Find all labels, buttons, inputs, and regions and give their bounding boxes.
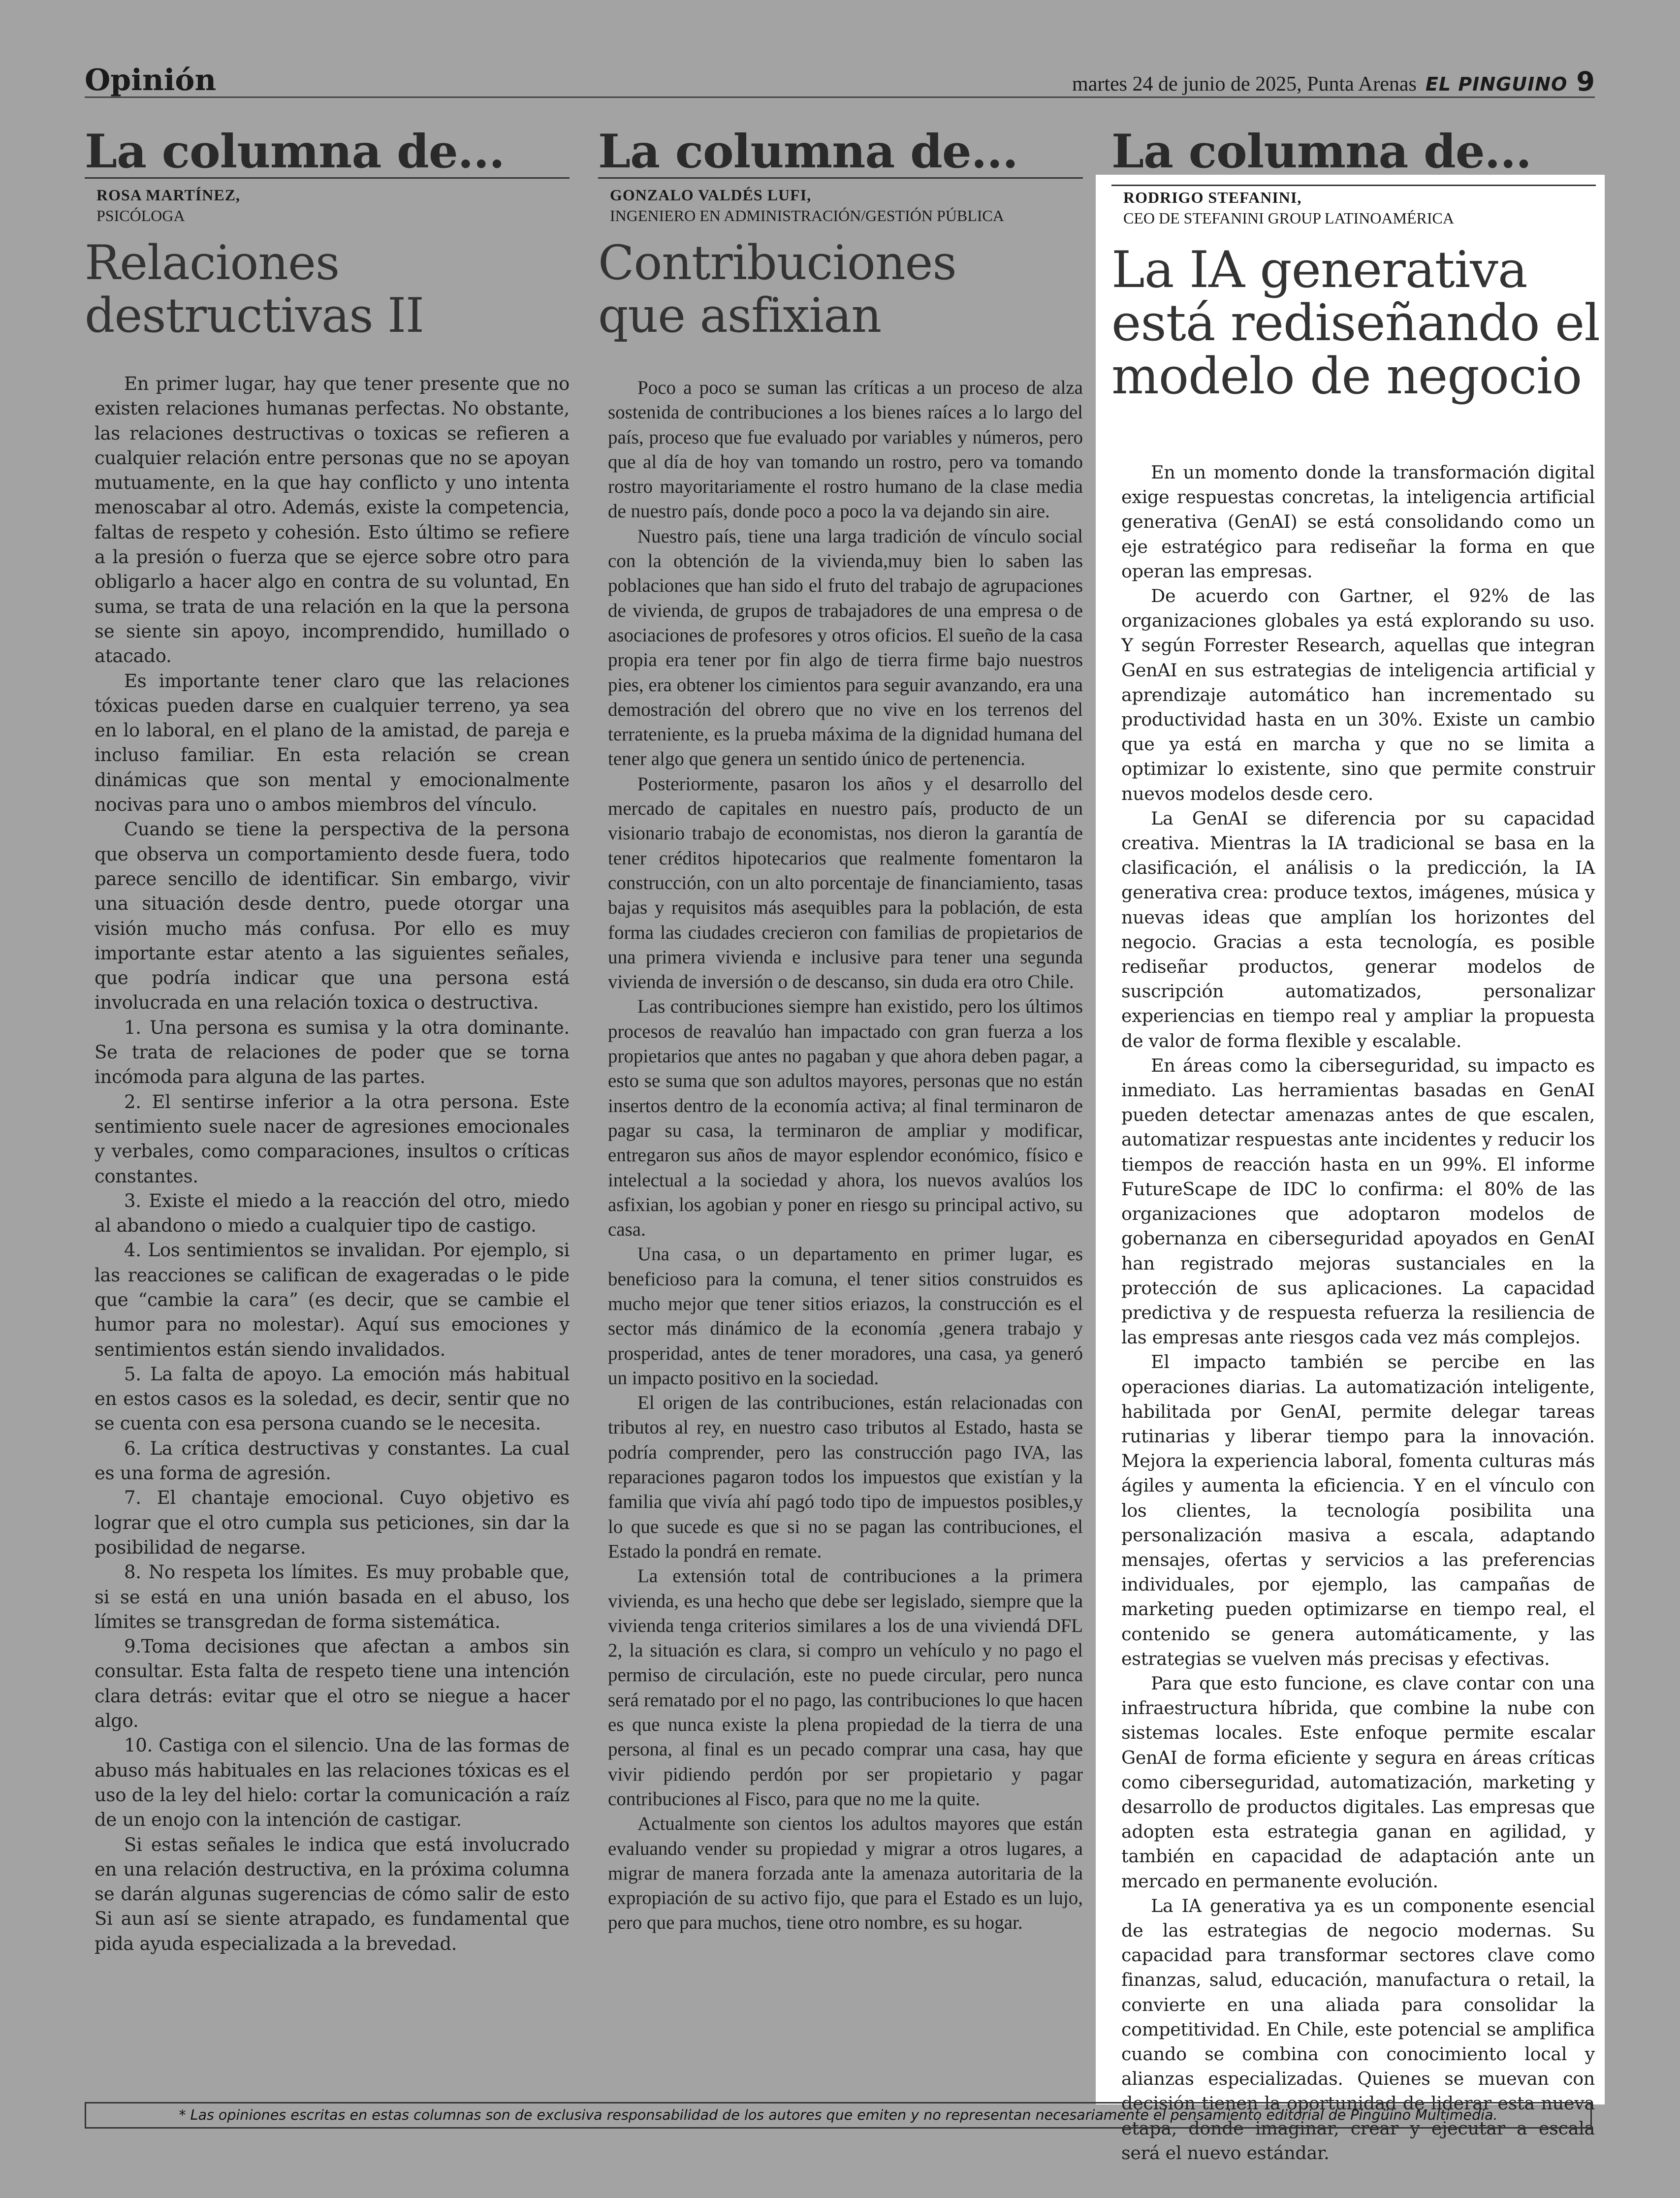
paragraph: Si estas señales le indica que está involucrado en una relación destructiva, en la próxima columna se darán algunas sugerencias de cómo salir de esto Si aun así se siente atrapado, es fundamental que pida ayuda especializada a la brevedad. <box>95 1834 570 1954</box>
opinion-column-1 <box>85 127 570 1956</box>
author-name: ROSA MARTÍNEZ, <box>96 186 241 204</box>
newspaper-brand: EL PINGUINO <box>1425 73 1568 95</box>
paragraph: 7. El chantaje emocional. Cuyo objetivo es lograr que el otro cumpla sus peticiones, sin dar la posibilidad de negarse. <box>95 1487 570 1558</box>
page-number: 9 <box>1576 66 1595 97</box>
paragraph: 10. Castiga con el silencio. Una de las formas de abuso más habituales en las relaciones tóxicas es el uso de la ley del hielo: cortar la comunicación a raíz de un enojo con la intención de castigar. <box>95 1735 570 1831</box>
article-body <box>598 376 1083 1936</box>
headline-line: destructivas II <box>85 288 424 343</box>
author-role: CEO DE STEFANINI GROUP LATINOAMÉRICA <box>1123 209 1454 227</box>
paragraph: En áreas como la ciberseguridad, su impacto es inmediato. Las herramientas basadas en GenAI pueden detectar amenazas antes de que escalen, automatizar respuestas ante incidentes y reducir los tiempos de reacción hasta en un 99%. El informe FutureScape de IDC lo confirma: el 80% de las organizaciones que adoptaron modelos de gobernanza en ciberseguridad apoyados en GenAI han registrado mejoras sustanciales en la protección de sus aplicaciones. La capacidad predictiva y de respuesta refuerza la resiliencia de las empresas ante riesgos cada vez más complejos. <box>1121 1054 1595 1348</box>
page-header <box>85 63 1595 98</box>
section-title: Opinión <box>85 63 217 97</box>
author-info <box>1123 187 1454 228</box>
author-role: PSICÓLOGA <box>96 207 185 224</box>
dateline <box>1072 66 1595 97</box>
paragraph: 6. La crítica destructivas y constantes. La cual es una forma de agresión. <box>95 1437 570 1484</box>
headline-line: Relaciones <box>85 235 340 290</box>
headline-line: que asfixian <box>598 288 882 343</box>
author-role: INGENIERO EN ADMINISTRACIÓN/GESTIÓN PÚBLICA <box>610 207 1004 224</box>
paragraph: Las contribuciones siempre han existido, pero los últimos procesos de reavalúo han impactado con gran fuerza a los propietarios que antes no pagaban y que ahora deben pagar, a esto se suma que son adultos mayores, personas que no están insertos dentro de la economía activa; al final terminaron de pagar su casa, la terminaron de ampliar y modificar, entregaron sus años de mayor esplendor económico, físico e intelectual a la sociedad y ahora, los nuevos avalúos los asfixian, los agobian y poner en riesgo su principal activo, su casa. <box>608 996 1083 1241</box>
paragraph: 3. Existe el miedo a la reacción del otro, miedo al abandono o miedo a cualquier tipo de castigo. <box>95 1190 570 1237</box>
paragraph: En primer lugar, hay que tener presente que no existen relaciones humanas perfectas. No obstante, las relaciones destructivas o toxicas se refieren a cualquier relación entre personas que no se apoyan mutuamente, en la que hay conflicto y uno intenta menoscabar al otro. Además, existe la competencia, faltas de respeto y cohesión. Esto último se refiere a la presión o fuerza que se ejerce sobre otro para obligarlo a hacer algo en contra de su voluntad, En suma, se trata de una relación en la que la persona se siente sin apoyo, incomprendido, humillado o atacado. <box>95 373 570 667</box>
paragraph: 5. La falta de apoyo. La emoción más habitual en estos casos es la soledad, es decir, sentir que no se cuenta con esa persona cuando se le necesita. <box>95 1363 570 1434</box>
author-name: GONZALO VALDÉS LUFI, <box>610 186 812 204</box>
opinion-column-3-highlighted <box>1096 125 1605 2164</box>
paragraph: Cuando se tiene la perspectiva de la persona que observa un comportamiento desde fuera, todo parece sencillo de identificar. Sin embargo, vivir una situación desde dentro, puede otorgar una visión mucho más confusa. Por ello es muy importante estar atento a las siguientes señales, que podría indicar que una persona está involucrada en una relación toxica o destructiva. <box>95 819 570 1014</box>
column-title: La columna de... <box>1111 125 1531 179</box>
author-info <box>610 185 1083 226</box>
paragraph: Para que esto funcione, es clave contar con una infraestructura híbrida, que combine la nube con sistemas locales. Este enfoque permite escalar GenAI de forma eficiente y segura en áreas críticas como ciberseguridad, automatización, marketing y desarrollo de productos digitales. Las empresas que adopten esta estrategia ganan en agilidad, y también en capacidad de adaptación ante un mercado en permanente evolución. <box>1121 1672 1595 1892</box>
headline-line: Contribuciones <box>598 235 956 290</box>
headline-line: modelo de negocio <box>1111 347 1582 406</box>
article-body <box>1111 460 1595 2166</box>
paragraph: El origen de las contribuciones, están relacionadas con tributos al rey, en nuestro caso tributos al Estado, hasta se podría comprender, pero las construcción pago IVA, las reparaciones pagaron todos los impuestos que existían y la familia que vivía ahí pagó todo tipo de impuestos posibles,y lo que sucede es que si no se pagan las contribuciones, el Estado la pondrá en remate. <box>608 1392 1083 1562</box>
paragraph: Nuestro país, tiene una larga tradición de vínculo social con la obtención de la vivienda,muy bien lo saben las poblaciones que han sido el fruto del trabajo de agrupaciones de vivienda, de grupos de trabajadores de una empresa o de asociaciones de profesores y otros oficios. El sueño de la casa propia era tener por fin algo de tierra firme bajo nuestros pies, era obtener los cimientos para seguir avanzando, era una demostración del obrero que no vive en los terrenos del terrateniente, es la prueba máxima de la dignidad humana del tener algo que genera un sentido único de pertenencia. <box>608 525 1083 770</box>
article-headline <box>598 237 1083 342</box>
column-title: La columna de... <box>85 127 570 179</box>
paragraph: 9.Toma decisiones que afectan a ambos sin consultar. Esta falta de respeto tiene una intención clara detrás: evitar que el otro se niegue a hacer algo. <box>95 1636 570 1732</box>
opinion-column-2 <box>598 127 1083 1936</box>
paragraph: 8. No respeta los límites. Es muy probable que, si se está en una unión basada en el abuso, los límites se transgredan de forma sistemática. <box>95 1561 570 1632</box>
paragraph: La GenAI se diferencia por su capacidad creativa. Mientras la IA tradicional se basa en la clasificación, el análisis o la predicción, la IA generativa crea: produce textos, imágenes, música y nuevas ideas que amplían los horizontes del negocio. Gracias a esta tecnología, es posible rediseñar productos, generar modelos de suscripción automatizados, personalizar experiencias en tiempo real y ampliar la propuesta de valor de forma flexible y escalable. <box>1121 807 1595 1051</box>
paragraph: Poco a poco se suman las críticas a un proceso de alza sostenida de contribuciones a los bienes raíces a lo largo del país, proceso que fue evaluado por variables y números, pero que al día de hoy van tomando un rostro, pero va tomando rostro mayoritariamente el rostro humano de la clase media de nuestro país, donde poco a poco la va dejando sin aire. <box>608 377 1083 522</box>
footer-disclaimer: * Las opiniones escritas en estas columnas son de exclusiva responsabilidad de los autores que emiten y no representan necesariamente el pensamiento editorial de Pingüino Multimedia. <box>85 2102 1592 2129</box>
paragraph: Actualmente son cientos los adultos mayores que están evaluando vender su propiedad y migrar a otros lugares, a migrar de manera forzada ante la amenaza autoritaria de la expropiación de su activo fijo, que para el Estado es un lujo, pero que para muchos, tiene otro nombre, es su hogar. <box>608 1813 1083 1934</box>
article-body <box>85 372 570 1956</box>
paragraph: Posteriormente, pasaron los años y el desarrollo del mercado de capitales en nuestro país, producto de un visionario trabajo de economistas, nos dieron la garantía de tener créditos hipotecarios que realmente fomentaron la construcción, con un alto porcentaje de financiamiento, tasas bajas y requisitos más asequibles para la población, de esta forma las ciudades crecieron con familias de propietarios de una primera vivienda e inclusive para tener una segunda vivienda de inversión o de descanso, sin duda era otro Chile. <box>608 773 1083 993</box>
title-rule <box>1111 185 1596 186</box>
author-info <box>96 185 570 226</box>
date-text: martes 24 de junio de 2025, Punta Arenas <box>1072 73 1417 96</box>
paragraph: El impacto también se percibe en las operaciones diarias. La automatización inteligente, habilitada por GenAI, permite delegar tareas rutinarias y liberar tiempo para la innovación. Mejora la experiencia laboral, fomenta culturas más ágiles y aumenta la eficiencia. Y en el vínculo con los clientes, la tecnología posibilita una personalización masiva a escala, adaptando mensajes, ofertas y servicios a las preferencias individuales, por ejemplo, las campañas de marketing pueden optimizarse en tiempo real, el contenido se genera automáticamente, y las estrategias se vuelven más precisas y efectivas. <box>1121 1351 1595 1669</box>
paragraph: 2. El sentirse inferior a la otra persona. Este sentimiento suele nacer de agresiones emocionales y verbales, como comparaciones, insultos o críticas constantes. <box>95 1091 570 1187</box>
headline-line: La IA generativa <box>1111 241 1527 299</box>
paragraph: 1. Una persona es sumisa y la otra dominante. Se trata de relaciones de poder que se torna incómoda para alguna de las partes. <box>95 1017 570 1088</box>
paragraph: 4. Los sentimientos se invalidan. Por ejemplo, si las reacciones se califican de exageradas o le pide que “cambie la cara” (es decir, que se cambie el humor para no molestar). Aquí sus emociones y sentimientos están siendo invalidados. <box>95 1240 570 1360</box>
headline-line: está rediseñando el <box>1111 294 1600 352</box>
paragraph: La extensión total de contribuciones a la primera vivienda, es una hecho que debe ser legislado, siempre que la vivienda tenga criterios similares a los de una viviendá DFL 2, la situación es clara, si compro un vehículo y no pago el permiso de circulación, este no puede circular, pero nunca será rematado por el no pago, las contribuciones lo que hacen es que nunca existe la plena propiedad de la tierra de una persona, al final es un pecado comprar una casa, hay que vivir pidiendo perdón por ser propietario y pagar contribuciones al Fisco, para que no me la quite. <box>608 1565 1083 1810</box>
paragraph: Es importante tener claro que las relaciones tóxicas pueden darse en cualquier terreno, ya sea en lo laboral, en el plano de la amistad, de pareja e incluso familiar. En esta relación se crean dinámicas que son mental y emocionalmente nocivas para uno o ambos miembros del vínculo. <box>95 670 570 816</box>
paragraph: Una casa, o un departamento en primer lugar, es beneficioso para la comuna, el tener sitios construidos es mucho mejor que tener sitios eriazos, la construcción es el sector más dinámico de la economía ,genera trabajo y prosperidad, antes de tener moradores, una casa, ya generó un impacto positivo en la sociedad. <box>608 1243 1083 1389</box>
article-headline <box>85 237 570 342</box>
column-title-wrap <box>1096 125 1605 179</box>
column-title: La columna de... <box>598 127 1083 179</box>
author-name: RODRIGO STEFANINI, <box>1123 189 1302 206</box>
article-headline <box>1111 241 1604 406</box>
paragraph: La IA generativa ya es un componente esencial de las estrategias de negocio modernas. Su capacidad para transformar sectores clave como finanzas, salud, educación, manufactura o retail, la convierte en una aliada para consolidar la competitividad. En Chile, este potencial se amplifica cuando se combina con conocimiento local y alianzas especializadas. Quienes se muevan con decisión tienen la oportunidad de liderar esta nueva etapa, donde imaginar, crear y ejecutar a escala será el nuevo estándar. <box>1121 1895 1595 2164</box>
paragraph: De acuerdo con Gartner, el 92% de las organizaciones globales ya está explorando su uso. Y según Forrester Research, aquellas que integran GenAI en sus estrategias de inteligencia artificial y aprendizaje automático han incrementado su productividad hasta en un 30%. Existe un cambio que ya está en marcha y que no se limita a optimizar lo existente, sino que permite construir nuevos modelos desde cero. <box>1121 585 1595 804</box>
paragraph: En un momento donde la transformación digital exige respuestas concretas, la inteligencia artificial generativa (GenAI) se está consolidando como un eje estratégico para rediseñar la forma en que operan las empresas. <box>1121 462 1595 582</box>
